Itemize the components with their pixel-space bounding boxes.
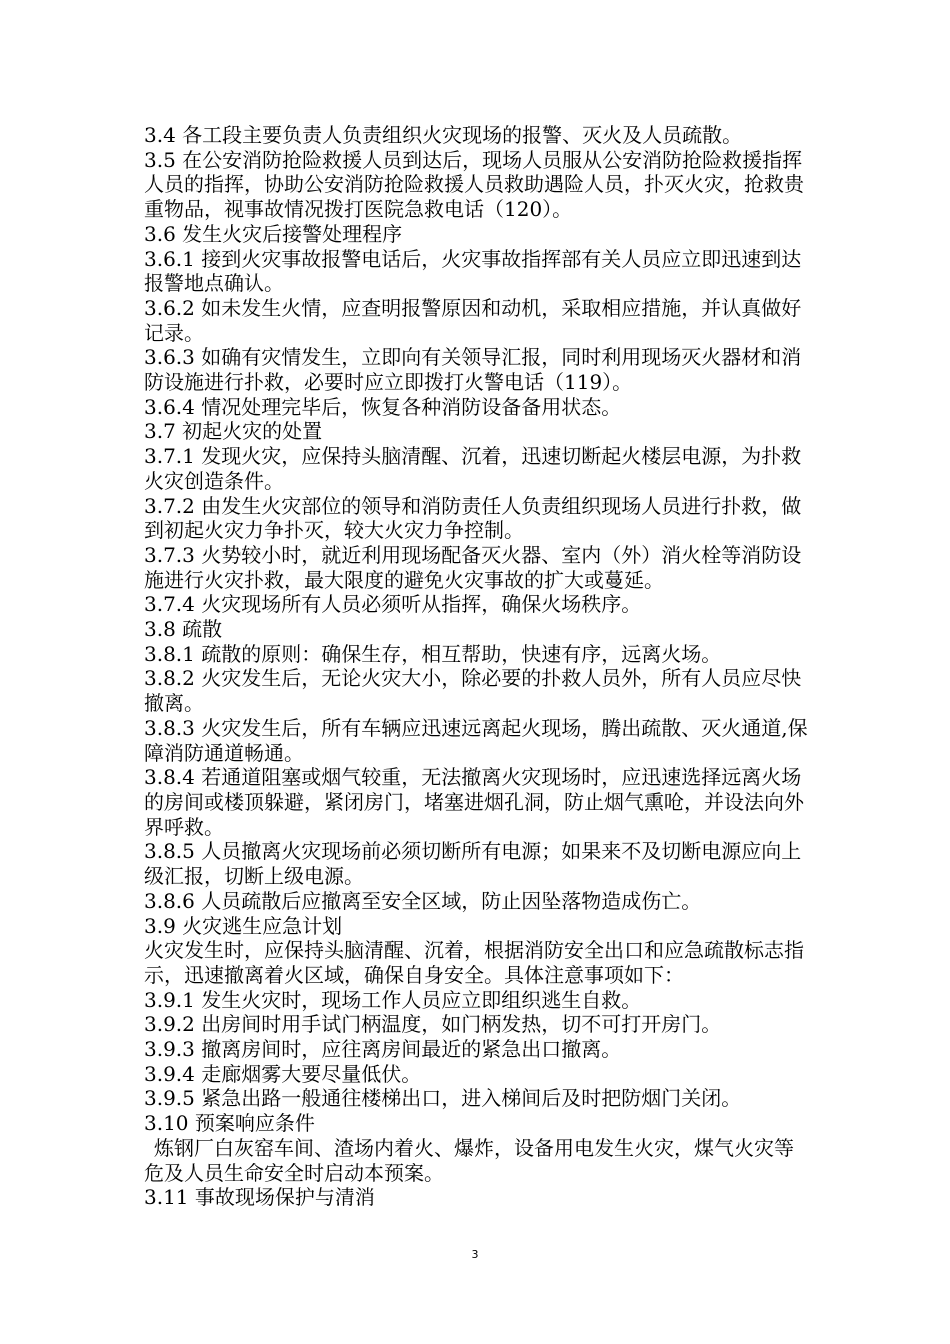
heading-3-9: 3.9 火灾逃生应急计划 bbox=[144, 913, 343, 938]
heading-3-6: 3.6 发生火灾后接警处理程序 bbox=[144, 221, 403, 246]
paragraph-3-9-4: 3.9.4 走廊烟雾大要尽量低伏。 bbox=[144, 1061, 422, 1086]
heading-3-11: 3.11 事故现场保护与清消 bbox=[144, 1185, 375, 1210]
paragraph-3-6-1: 3.6.1 接到火灾事故报警电话后，火灾事故指挥部有关人员应立即迅速到达报警地点确认。 bbox=[144, 246, 802, 296]
heading-3-8: 3.8 疏散 bbox=[144, 617, 223, 642]
paragraph-3-10: 炼钢厂白灰窑车间、渣场内着火、爆炸，设备用电发生火灾，煤气火灾等危及人员生命安全时启动本预案。 bbox=[144, 1135, 794, 1185]
heading-3-10: 3.10 预案响应条件 bbox=[144, 1111, 315, 1136]
paragraph-3-8-1: 3.8.1 疏散的原则：确保生存，相互帮助，快速有序，远离火场。 bbox=[144, 641, 722, 666]
paragraph-3-8-5: 3.8.5 人员撤离火灾现场前必须切断所有电源；如果来不及切断电源应向上级汇报，切断上级电源。 bbox=[144, 839, 802, 889]
heading-3-7: 3.7 初起火灾的处置 bbox=[144, 419, 323, 444]
page-number: 3 bbox=[471, 1248, 479, 1261]
paragraph-3-8-4: 3.8.4 若通道阻塞或烟气较重，无法撤离火灾现场时，应迅速选择远离火场的房间或楼顶躲避，紧闭房门，堵塞进烟孔洞，防止烟气熏呛，并设法向外界呼救。 bbox=[144, 765, 804, 839]
paragraph-3-5: 3.5 在公安消防抢险救援人员到达后，现场人员服从公安消防抢险救援指挥人员的指挥，协助公安消防抢险救援人员救助遇险人员，扑灭火灾，抢救贵重物品，视事故情况拨打医院急救电话（120）。 bbox=[144, 147, 804, 222]
paragraph-3-6-4: 3.6.4 情况处理完毕后，恢复各种消防设备备用状态。 bbox=[144, 394, 622, 419]
paragraph-3-8-2: 3.8.2 火灾发生后，无论火灾大小，除必要的扑救人员外，所有人员应尽快撤离。 bbox=[144, 666, 802, 716]
paragraph-3-8-3: 3.8.3 火灾发生后，所有车辆应迅速远离起火现场，腾出疏散、灭火通道,保障消防通道畅通。 bbox=[144, 715, 808, 765]
paragraph-3-7-4: 3.7.4 火灾现场所有人员必须听从指挥，确保火场秩序。 bbox=[144, 592, 642, 617]
paragraph-3-9-1: 3.9.1 发生火灾时，现场工作人员应立即组织逃生自救。 bbox=[144, 987, 642, 1012]
paragraph-3-9-3: 3.9.3 撤离房间时，应往离房间最近的紧急出口撤离。 bbox=[144, 1037, 622, 1062]
paragraph-3-7-3: 3.7.3 火势较小时，就近利用现场配备灭火器、室内（外）消火栓等消防设施进行火灾扑救，最大限度的避免火灾事故的扩大或蔓延。 bbox=[144, 542, 802, 592]
paragraph-3-7-2: 3.7.2 由发生火灾部位的领导和消防责任人负责组织现场人员进行扑救，做到初起火灾力争扑灭，较大火灾力争控制。 bbox=[144, 493, 802, 543]
paragraph-3-6-3: 3.6.3 如确有灾情发生，立即向有关领导汇报，同时利用现场灭火器材和消防设施进行扑救，必要时应立即拨打火警电话（119）。 bbox=[144, 345, 802, 395]
document-body bbox=[144, 123, 810, 1210]
paragraph-3-9-intro: 火灾发生时，应保持头脑清醒、沉着，根据消防安全出口和应急疏散标志指示，迅速撤离着火区域，确保自身安全。具体注意事项如下： bbox=[144, 938, 804, 987]
paragraph-3-7-1: 3.7.1 发现火灾，应保持头脑清醒、沉着，迅速切断起火楼层电源，为扑救火灾创造条件。 bbox=[144, 444, 802, 493]
paragraph-3-6-2: 3.6.2 如未发生火情，应查明报警原因和动机，采取相应措施，并认真做好记录。 bbox=[144, 295, 802, 345]
paragraph-3-4: 3.4 各工段主要负责人负责组织火灾现场的报警、灭火及人员疏散。 bbox=[144, 123, 743, 147]
paragraph-3-9-2: 3.9.2 出房间时用手试门柄温度，如门柄发热，切不可打开房门。 bbox=[144, 1012, 722, 1037]
paragraph-3-8-6: 3.8.6 人员疏散后应撤离至安全区域，防止因坠落物造成伤亡。 bbox=[144, 888, 702, 913]
paragraph-3-9-5: 3.9.5 紧急出路一般通往楼梯出口，进入梯间后及时把防烟门关闭。 bbox=[144, 1086, 742, 1111]
